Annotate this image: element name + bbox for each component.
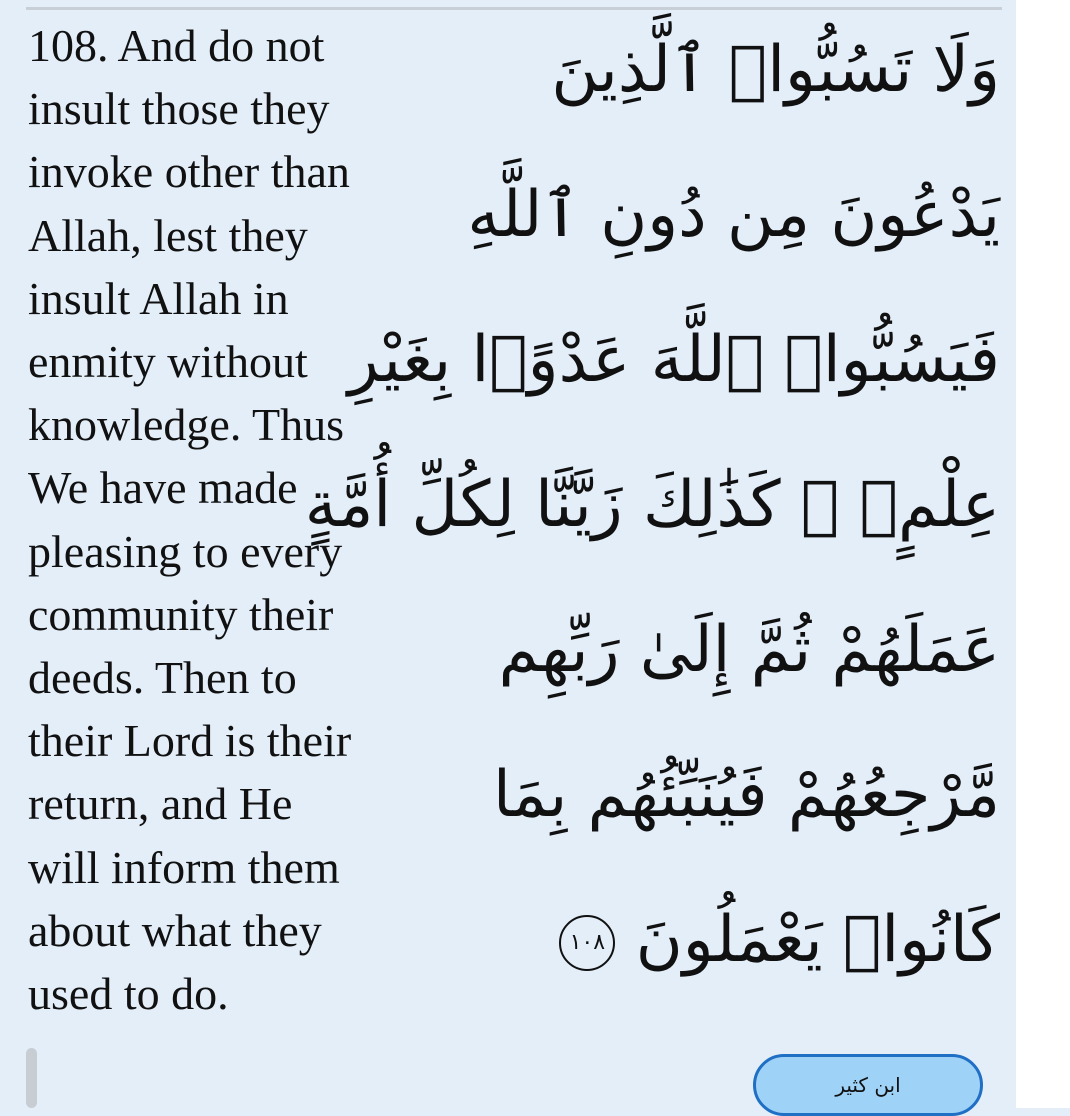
arabic-line-3: فَيَسُبُّوا۟ ٱللَّهَ عَدْوًۢا بِغَيْرِ	[347, 323, 1000, 397]
arabic-line-4: عِلْمٍۢ ۗ كَذَٰلِكَ زَيَّنَّا لِكُلِّ أُمَّةٍ	[304, 468, 1000, 542]
arabic-line-6: مَّرْجِعُهُمْ فَيُنَبِّئُهُم بِمَا	[492, 758, 1000, 832]
arabic-line-7-text: كَانُوا۟ يَعْمَلُونَ	[635, 903, 1000, 977]
scroll-handle[interactable]	[26, 1048, 37, 1108]
verse-number-marker: ١٠٨	[559, 915, 615, 971]
verse-translation: 108. And do not insult those they invoke other than Allah, lest they insult Allah in enmity without knowledge. Thus We have made pleasing to every community their deeds. Then to their Lord is their return, and He will inform them about what they used to do.	[28, 20, 352, 1020]
right-margin	[1016, 0, 1070, 1108]
arabic-verse	[304, 20, 1010, 1040]
arabic-line-5: عَمَلَهُمْ ثُمَّ إِلَىٰ رَبِّهِم	[498, 613, 1000, 687]
tafsir-ibn-kathir-button[interactable]: ابن كثير	[753, 1054, 983, 1116]
arabic-line-1: وَلَا تَسُبُّوا۟ ٱلَّذِينَ	[551, 33, 1000, 107]
arabic-line-7	[553, 890, 1000, 990]
arabic-line-2: يَدْعُونَ مِن دُونِ ٱللَّهِ	[467, 178, 1000, 252]
top-divider	[26, 7, 1002, 10]
